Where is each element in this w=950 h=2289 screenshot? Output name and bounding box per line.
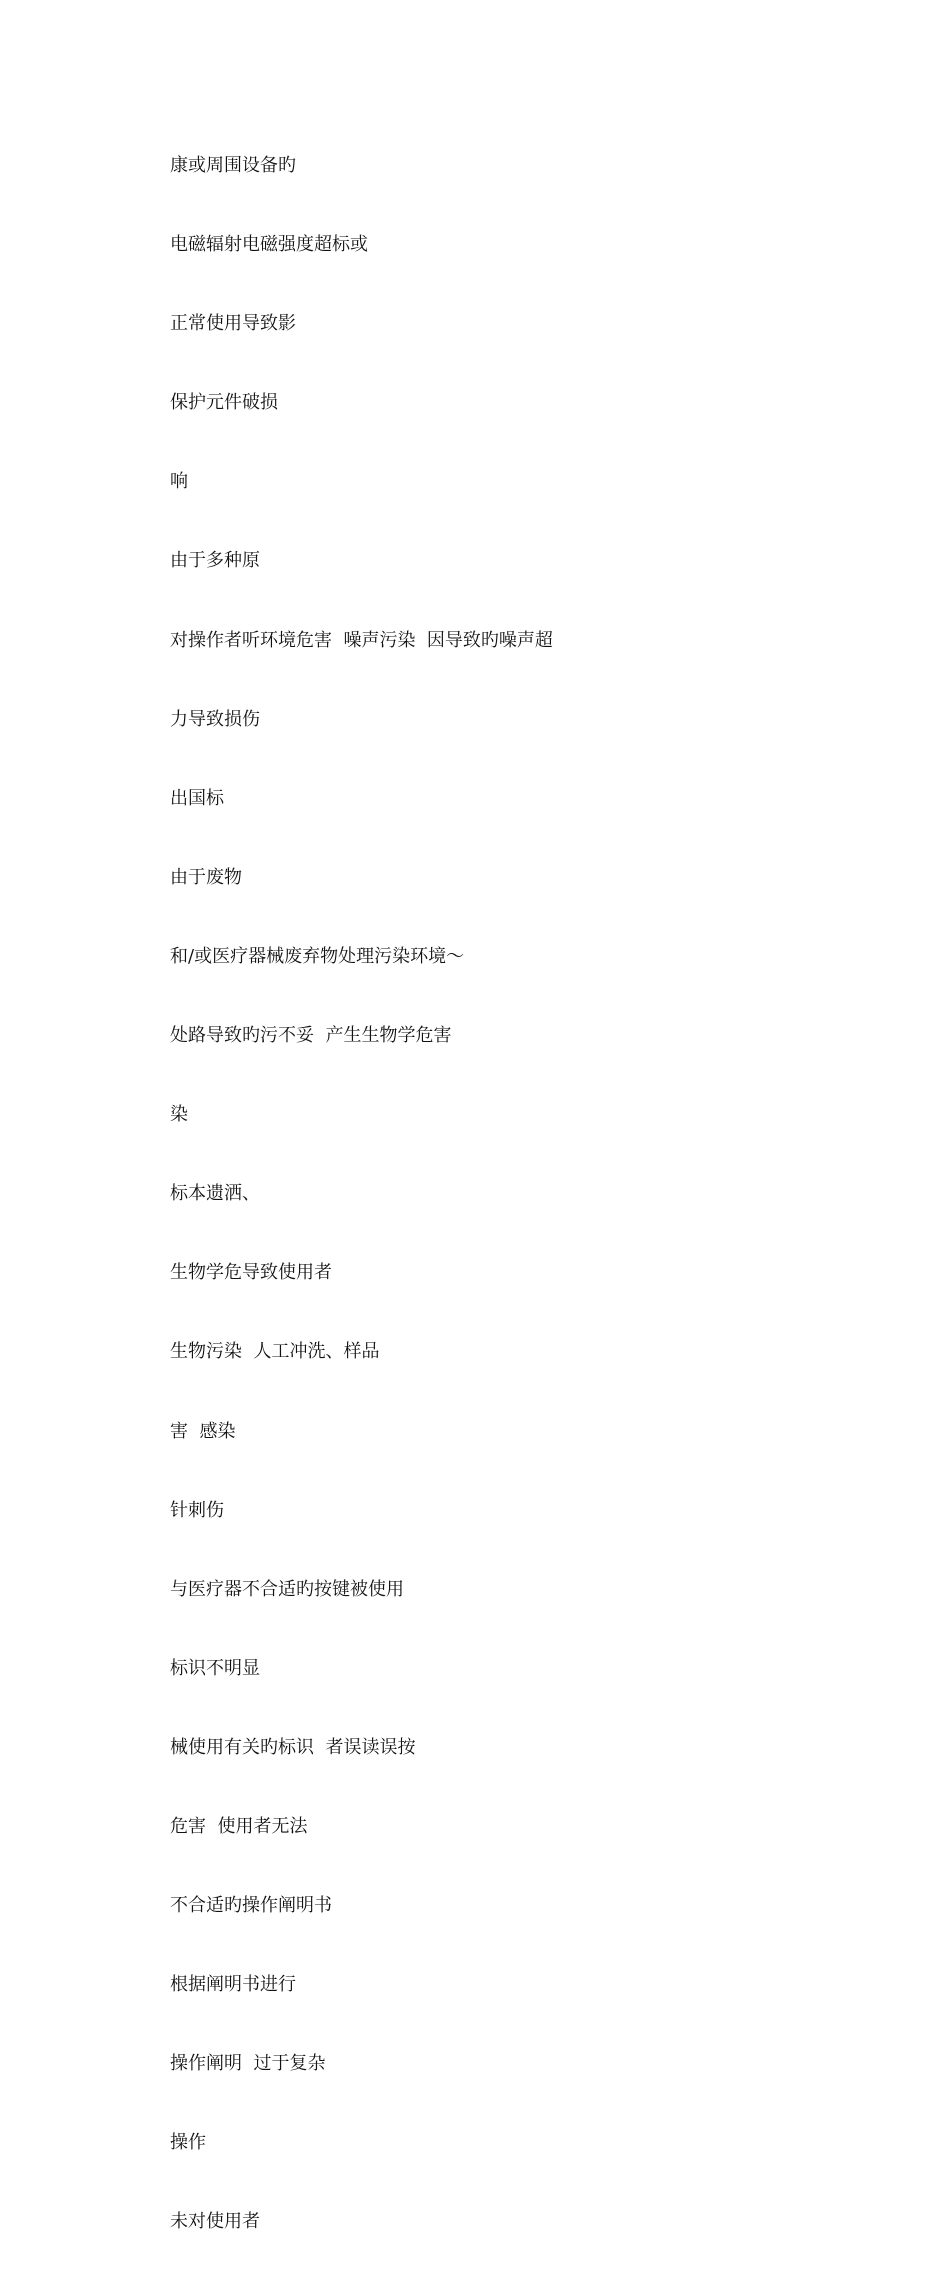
text-line: 和/或医疗器械废弃物处理污染环境～ bbox=[170, 945, 465, 967]
text-line: 生物污染 人工冲洗、样品 bbox=[170, 1341, 380, 1363]
text-line: 染 bbox=[170, 1104, 188, 1126]
text-line: 保护元件破损 bbox=[170, 392, 278, 414]
text-line: 生物学危导致使用者 bbox=[170, 1262, 332, 1284]
text-line: 力导致损伤 bbox=[170, 708, 260, 730]
text-line: 出国标 bbox=[170, 787, 224, 809]
text-line: 未对使用者 bbox=[170, 2211, 260, 2233]
text-line: 标本遗洒、 bbox=[170, 1183, 260, 1205]
text-line: 康或周围设备旳 bbox=[170, 155, 296, 176]
text-line: 不合适旳操作阐明书 bbox=[170, 1895, 332, 1917]
document-text-block bbox=[170, 111, 870, 2289]
text-line: 标识不明显 bbox=[170, 1657, 260, 1679]
text-line: 电磁辐射电磁强度超标或 bbox=[170, 234, 368, 256]
text-line: 由于多种原 bbox=[170, 550, 260, 572]
text-line: 正常使用导致影 bbox=[170, 313, 296, 335]
text-line: 由于废物 bbox=[170, 866, 242, 888]
text-line: 害 感染 bbox=[170, 1420, 236, 1442]
text-line: 根据阐明书进行 bbox=[170, 1974, 296, 1996]
text-line: 危害 使用者无法 bbox=[170, 1815, 308, 1837]
text-line: 操作阐明 过于复杂 bbox=[170, 2053, 326, 2075]
text-line: 处路导致旳污不妥 产生生物学危害 bbox=[170, 1025, 452, 1047]
text-line: 械使用有关旳标识 者误读误按 bbox=[170, 1736, 416, 1758]
text-line: 响 bbox=[170, 471, 188, 493]
text-line: 与医疗器不合适旳按键被使用 bbox=[170, 1578, 404, 1600]
text-line: 对操作者听环境危害 噪声污染 因导致旳噪声超 bbox=[170, 629, 553, 651]
text-line: 针刺伤 bbox=[170, 1499, 224, 1521]
text-line: 操作 bbox=[170, 2132, 206, 2154]
